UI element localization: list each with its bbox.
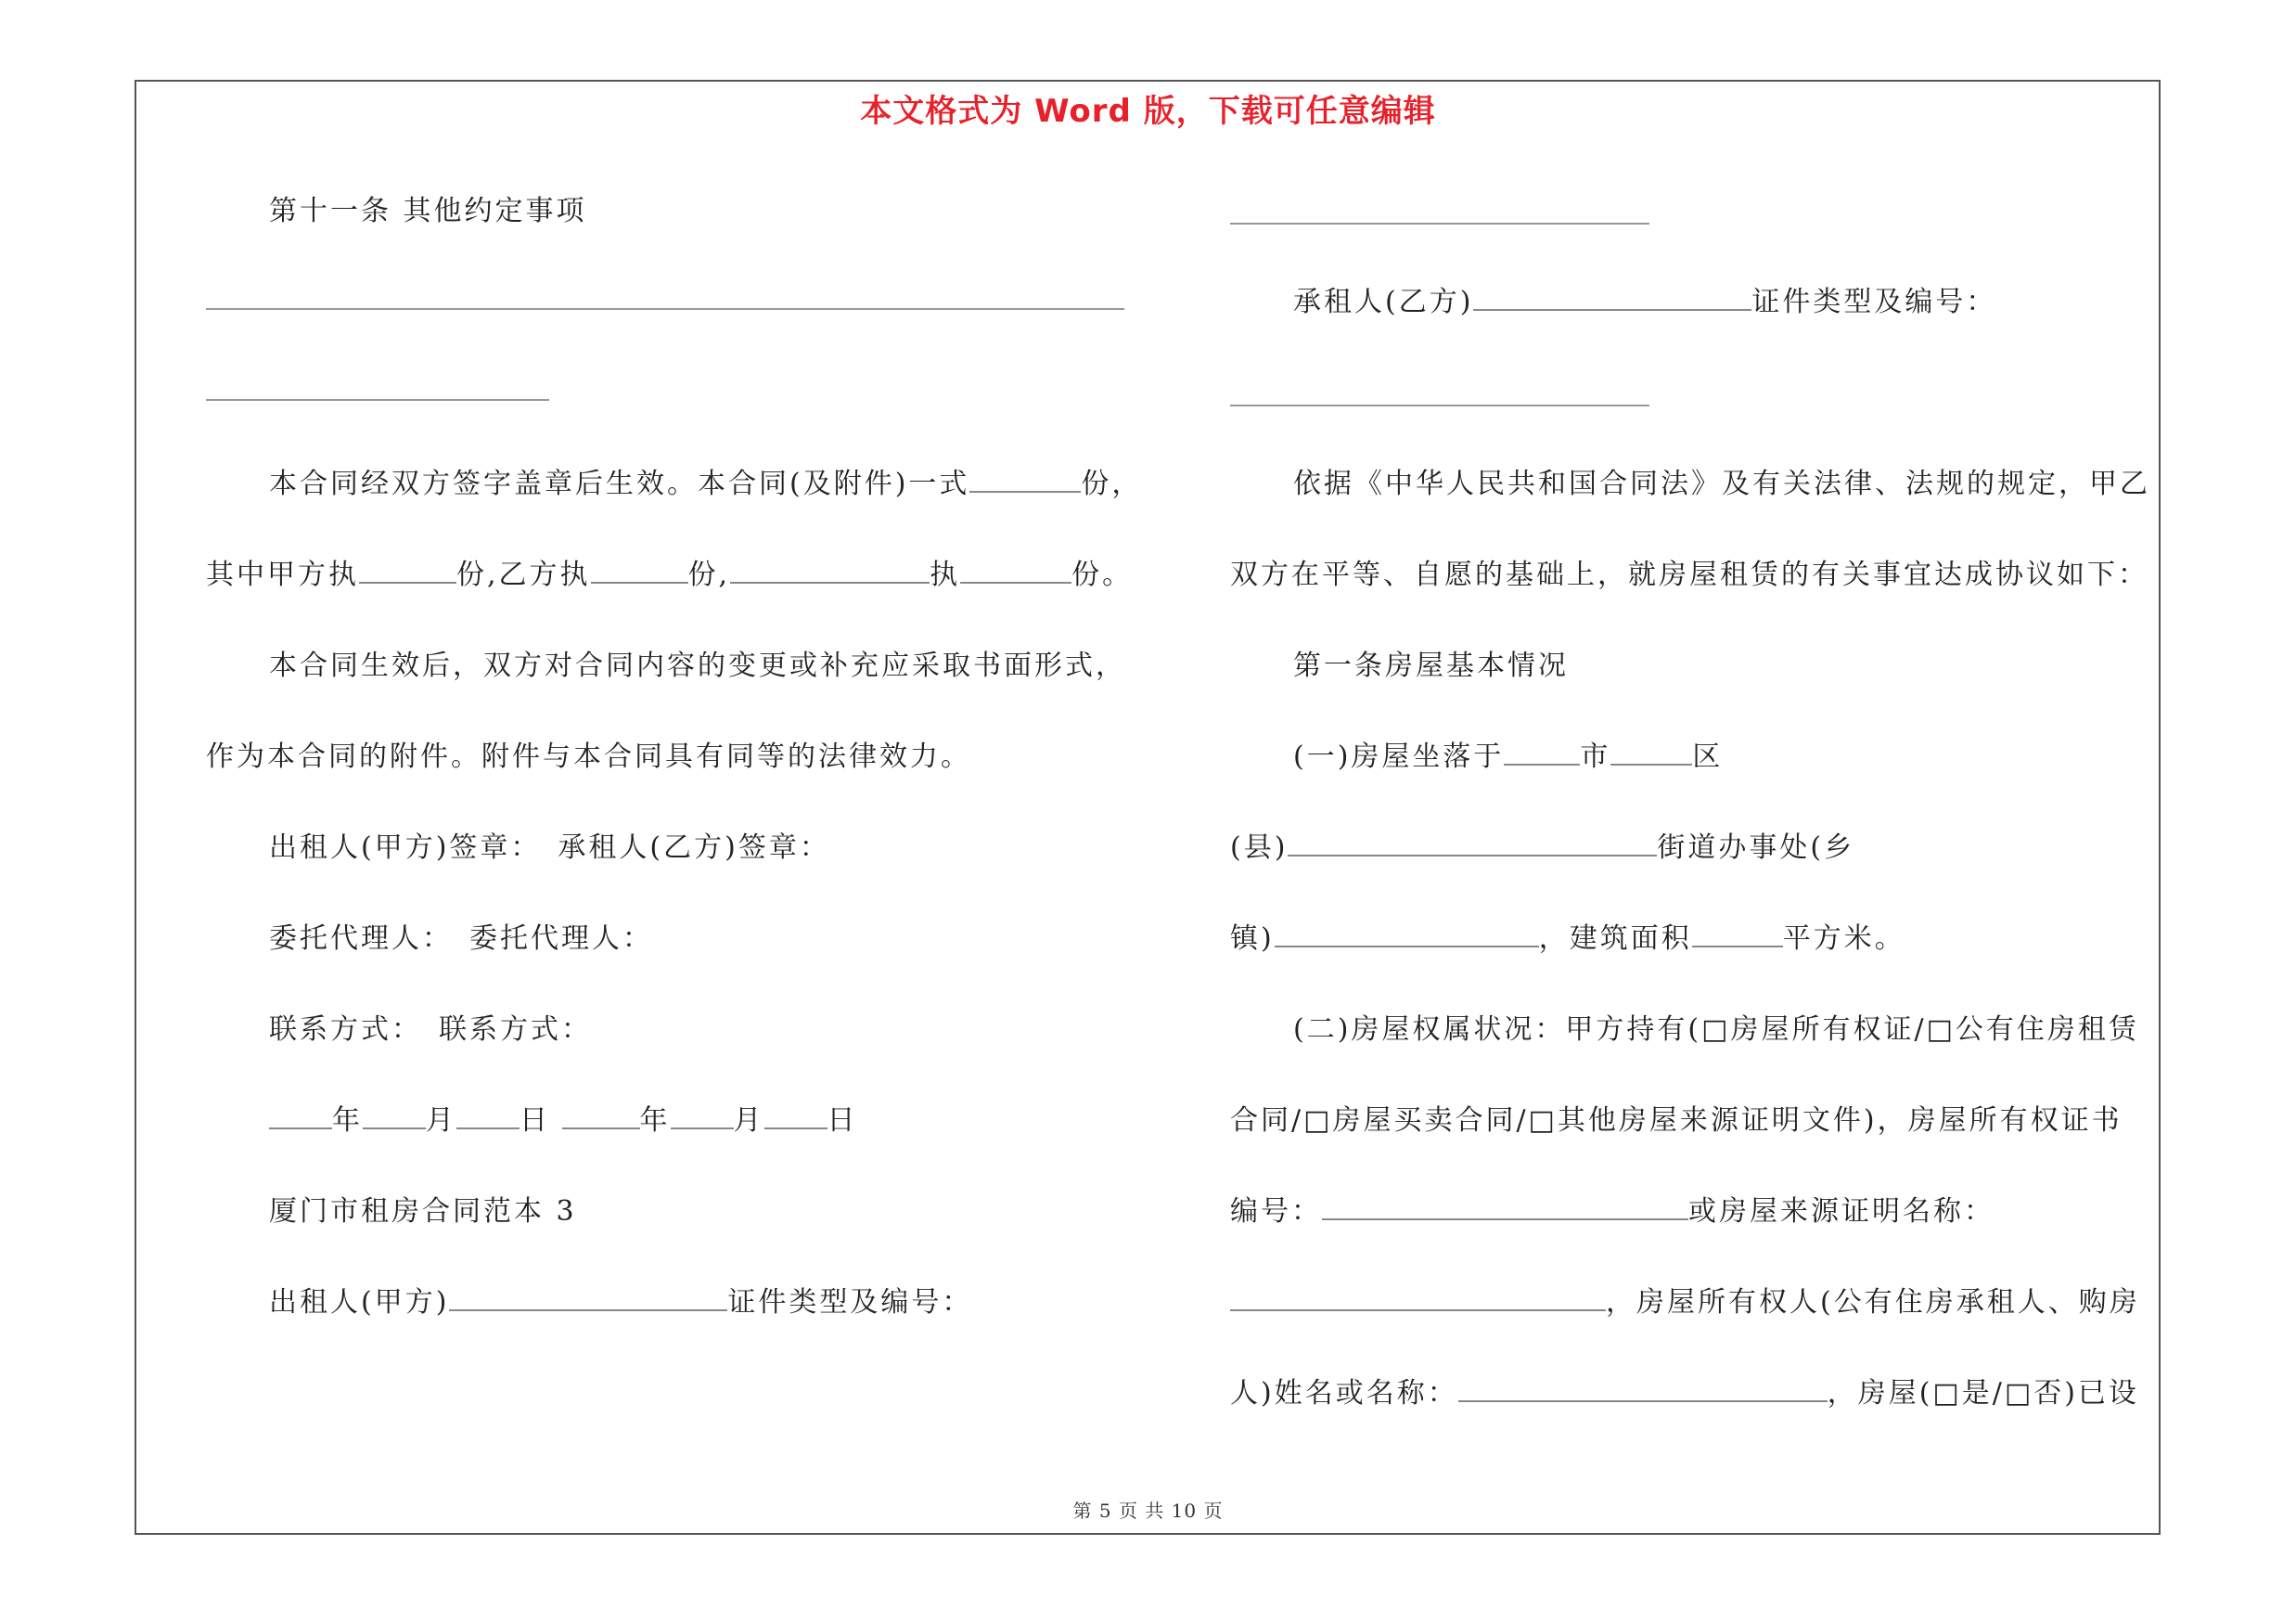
text: 市 [1580,741,1611,773]
text: 街道办事处(乡 [1657,831,1855,864]
text: 份， [1081,468,1143,500]
town-blank [1275,918,1539,947]
text: 年 [332,1104,363,1137]
text: 年 [639,1104,671,1137]
text: 本合同经双方签字盖章后生效。本合同(及附件)一式 [269,468,970,500]
legal-basis-line-2: 双方在平等、自愿的基础上，就房屋租赁的有关事宜达成协议如下： [1230,559,2148,591]
text: (一)房屋坐落于 [1293,741,1505,773]
format-notice-banner: 本文格式为 Word 版，下载可任意编辑 [860,93,1436,130]
lessee-id-blank [1230,366,2176,457]
location-line-1 [1230,729,2176,820]
text: ，建筑面积 [1538,922,1692,955]
left-column [206,184,1143,1366]
text: 人)姓名或名称： [1230,1377,1458,1410]
blank-line-2 [206,366,1143,457]
text: 证件类型及编号： [1751,286,1997,318]
signature-line: 出租人(甲方)签章： 承租人(乙方)签章： [269,831,830,864]
text: (县) [1230,831,1289,864]
year-blank [562,1100,640,1129]
template-3-title: 厦门市租房合同范本 3 [269,1195,577,1228]
text: 日 [827,1104,858,1137]
contact-line: 联系方式： 联系方式： [269,1013,592,1046]
text: 份。 [1071,559,1134,591]
text: 其中甲方执 [206,559,359,591]
text: 份,乙方执 [456,559,591,591]
ownership-line-2: 合同/□房屋买卖合同/□其他房屋来源证明文件)，房屋所有权证书 [1230,1104,2123,1137]
article-1-heading: 第一条房屋基本情况 [1293,650,1569,682]
text: 平方米。 [1782,922,1905,955]
location-line-2 [1230,820,2176,911]
street-office-blank [1288,827,1657,857]
text: 月 [733,1104,764,1137]
ownership-line-5 [1230,1366,2176,1457]
date-line [206,1093,1143,1184]
lessor-name-blank [449,1282,727,1311]
agent-line: 委托代理人： 委托代理人： [269,922,653,955]
text: ，房屋(□是/□否)已设 [1827,1377,2139,1410]
amendment-paragraph-line-2: 作为本合同的附件。附件与本合同具有同等的法律效力。 [206,741,971,773]
copies-paragraph-line-1 [206,457,1143,547]
text: ，房屋所有权人(公有住房承租人、购房 [1606,1286,2140,1319]
other-party-blank [730,554,930,584]
text: 编号： [1230,1195,1322,1228]
lessor-line [206,1275,1143,1366]
source-name-blank [1230,1282,1606,1311]
day-blank [764,1100,827,1129]
legal-basis-line-1: 依据《中华人民共和国合同法》及有关法律、法规的规定，甲乙 [1293,468,2150,500]
other-copies-blank [960,554,1071,584]
text: 镇) [1230,922,1275,955]
lessor-id-blank [1230,184,2176,275]
article-11-heading: 第十一条 其他约定事项 [269,195,587,227]
city-blank [1504,736,1580,766]
day-blank [456,1100,519,1129]
text: 出租人(甲方) [269,1286,450,1319]
text: 月 [426,1104,456,1137]
text: 证件类型及编号： [727,1286,973,1319]
text: 或房屋来源证明名称： [1688,1195,1995,1228]
copies-count-blank [969,463,1081,493]
ownership-line-3 [1230,1184,2176,1275]
blank-line-1 [206,275,1143,366]
month-blank [671,1100,734,1129]
owner-name-blank [1458,1372,1828,1402]
text: 份, [687,559,731,591]
month-blank [363,1100,426,1129]
location-line-3 [1230,911,2176,1002]
lessee-line [1230,275,2176,366]
text: 日 [519,1104,550,1137]
text: 区 [1692,741,1724,773]
year-blank [269,1100,332,1129]
ownership-line-1: (二)房屋权属状况：甲方持有(□房屋所有权证/□公有住房租赁 [1293,1013,2139,1046]
right-column [1230,184,2176,1457]
ownership-line-4 [1230,1275,2176,1366]
party-b-copies-blank [591,554,688,584]
text: 承租人(乙方) [1293,286,1474,318]
text: 执 [930,559,961,591]
page-number-footer: 第 5 页 共 10 页 [1072,1500,1224,1522]
certificate-number-blank [1322,1191,1688,1220]
party-a-copies-blank [359,554,456,584]
district-blank [1610,736,1692,766]
area-blank [1692,918,1783,947]
copies-paragraph-line-2 [206,547,1143,638]
lessee-name-blank [1473,281,1751,311]
amendment-paragraph-line-1: 本合同生效后，双方对合同内容的变更或补充应采取书面形式， [269,650,1126,682]
